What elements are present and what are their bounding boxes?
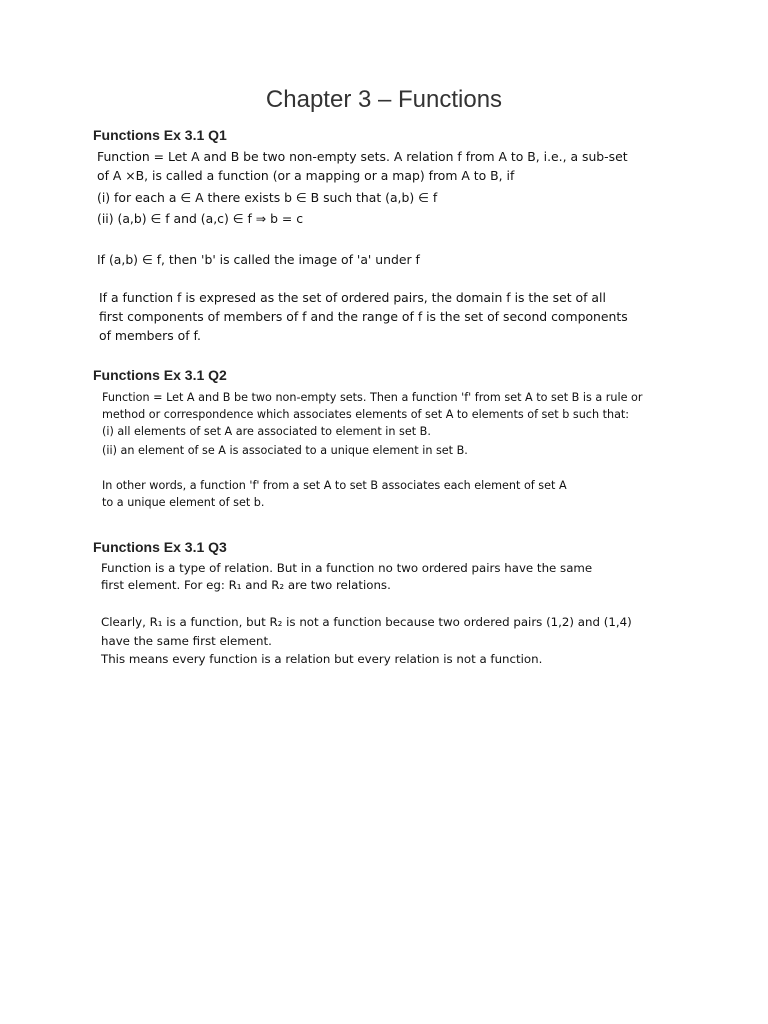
section-heading-q3: Functions Ex 3.1 Q3 xyxy=(93,539,227,555)
q2-line-5: In other words, a function 'f' from a set A to set B associates each element of set A xyxy=(102,479,567,492)
q2-line-6: to a unique element of set b. xyxy=(102,496,265,509)
q1-line-4: (ii) (a,b) ∈ f and (a,c) ∈ f ⇒ b = c xyxy=(97,211,304,226)
q2-line-3: (i) all elements of set A are associated to element in set B. xyxy=(102,425,431,438)
q1-line-6: If a function f is expresed as the set of ordered pairs, the domain f is the set of all xyxy=(99,290,606,305)
q3-line-2: first element. For eg: R₁ and R₂ are two relations. xyxy=(101,578,391,592)
q2-line-1: Function = Let A and B be two non-empty sets. Then a function 'f' from set A to set B is a rule or xyxy=(102,391,643,404)
section-heading-q1: Functions Ex 3.1 Q1 xyxy=(93,127,227,143)
q1-line-5: If (a,b) ∈ f, then 'b' is called the image of 'a' under f xyxy=(97,252,420,267)
q1-line-1: Function = Let A and B be two non-empty sets. A relation f from A to B, i.e., a sub-set xyxy=(97,149,628,164)
q3-line-3: Clearly, R₁ is a function, but R₂ is not a function because two ordered pairs (1,2) and (1,4) xyxy=(101,615,632,629)
q1-line-8: of members of f. xyxy=(99,328,201,343)
q3-line-4: have the same first element. xyxy=(101,634,272,648)
q2-line-4: (ii) an element of se A is associated to a unique element in set B. xyxy=(102,444,468,457)
page-title: Chapter 3 – Functions xyxy=(265,86,503,113)
q1-line-3: (i) for each a ∈ A there exists b ∈ B such that (a,b) ∈ f xyxy=(97,190,438,205)
section-heading-q2: Functions Ex 3.1 Q2 xyxy=(93,367,227,383)
q1-line-7: first components of members of f and the range of f is the set of second components xyxy=(99,309,628,324)
q2-line-2: method or correspondence which associates elements of set A to elements of set b such that: xyxy=(102,408,630,421)
q1-line-2: of A ×B, is called a function (or a mapping or a map) from A to B, if xyxy=(97,168,515,183)
q3-line-5: This means every function is a relation but every relation is not a function. xyxy=(101,652,543,666)
q3-line-1: Function is a type of relation. But in a function no two ordered pairs have the same xyxy=(101,561,593,575)
